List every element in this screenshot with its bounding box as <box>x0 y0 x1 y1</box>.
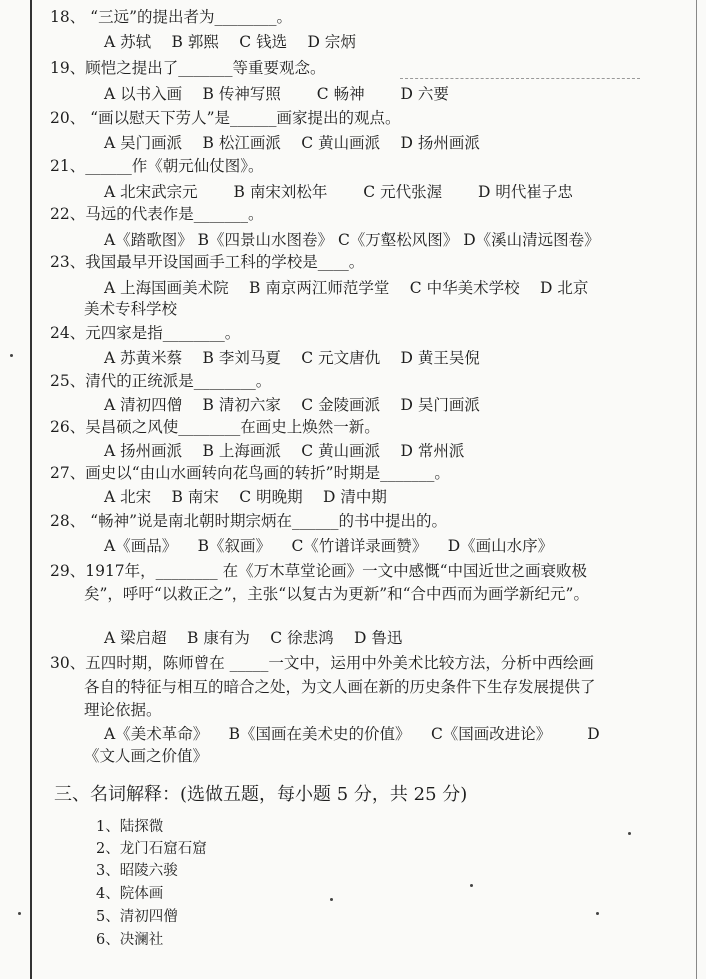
question-27-options: A 北宋 B 南宋 C 明晚期 D 清中期 <box>104 488 387 506</box>
question-23-options: A 上海国画美术院 B 南京两江师范学堂 C 中华美术学校 D 北京 <box>104 279 589 297</box>
question-18-stem: 18、 “三远”的提出者为________。 <box>50 8 292 26</box>
question-21-stem: 21、______作《朝元仙仗图》。 <box>50 157 264 175</box>
question-26-stem: 26、吴昌硕之风使________在画史上焕然一新。 <box>50 418 380 436</box>
question-30-options: A《美术革命》 B《国画在美术史的价值》 C《国画改进论》 D <box>104 725 600 743</box>
scan-speck <box>330 898 333 901</box>
scan-speck <box>628 832 631 835</box>
term-2: 2、龙门石窟石窟 <box>96 841 207 857</box>
term-3: 3、昭陵六骏 <box>96 863 178 879</box>
question-21-options: A 北宋武宗元 B 南宋刘松年 C 元代张渥 D 明代崔子忠 <box>104 183 573 201</box>
question-27-stem: 27、画史以“由山水画转向花鸟画的转折”时期是_______。 <box>50 464 450 482</box>
scan-speck <box>470 884 473 887</box>
right-margin-line <box>696 0 697 979</box>
question-22-stem: 22、马远的代表作是_______。 <box>50 205 264 223</box>
question-24-options: A 苏黄米蔡 B 李刘马夏 C 元文唐仇 D 黄王吴倪 <box>104 349 480 367</box>
question-30-stem-cont1: 各自的特征与相互的暗合之处，为文人画在新的历史条件下生存发展提供了 <box>84 678 596 696</box>
question-24-stem: 24、元四家是指________。 <box>50 324 241 342</box>
term-1: 1、陆探微 <box>96 819 164 835</box>
question-30-options-cont: 《文人画之价值》 <box>84 747 209 765</box>
question-20-options: A 吴门画派 B 松江画派 C 黄山画派 D 扬州画派 <box>104 134 480 152</box>
question-29-stem: 29、1917年，________ 在《万木草堂论画》一文中感慨“中国近世之画衰败极 <box>50 562 588 580</box>
question-23-stem: 23、我国最早开设国画手工科的学校是____。 <box>50 253 365 271</box>
question-28-options: A《画品》 B《叙画》 C《竹谱详录画赞》 D《画山水序》 <box>104 537 554 555</box>
question-28-stem: 28、 “畅神”说是南北朝时期宗炳在______的书中提出的。 <box>50 512 447 530</box>
scan-speck <box>10 354 13 357</box>
question-29-options: A 梁启超 B 康有为 C 徐悲鸿 D 鲁迅 <box>104 629 403 647</box>
question-19-options: A 以书入画 B 传神写照 C 畅神 D 六要 <box>104 85 449 103</box>
question-30-stem: 30、五四时期，陈师曾在 _____一文中，运用中外美术比较方法，分析中西绘画 <box>50 654 594 672</box>
question-29-stem-cont: 矣”，呼吁“以救正之”，主张“以复古为更新”和“合中西而为画学新纪元”。 <box>84 585 589 603</box>
question-19-stem: 19、顾恺之提出了_______等重要观念。 <box>50 59 326 77</box>
question-30-stem-cont2: 理论依据。 <box>84 701 162 719</box>
scan-speck <box>596 912 599 915</box>
dashed-rule <box>400 78 640 79</box>
term-4: 4、院体画 <box>96 886 164 902</box>
question-26-options: A 扬州画派 B 上海画派 C 黄山画派 D 常州派 <box>104 442 465 460</box>
section-3-heading: 三、名词解释：(选做五题，每小题 5 分，共 25 分) <box>54 784 468 805</box>
question-20-stem: 20、 “画以慰天下劳人”是______画家提出的观点。 <box>50 109 401 127</box>
term-6: 6、决澜社 <box>96 932 164 948</box>
term-5: 5、清初四僧 <box>96 909 178 925</box>
question-23-options-cont: 美术专科学校 <box>84 300 178 318</box>
scan-speck <box>18 912 21 915</box>
question-22-options: A《踏歌图》 B《四景山水图卷》 C《万壑松风图》 D《溪山清远图卷》 <box>104 231 600 249</box>
question-18-options: A 苏轼 B 郭熙 C 钱选 D 宗炳 <box>104 33 356 51</box>
question-25-options: A 清初四僧 B 清初六家 C 金陵画派 D 吴门画派 <box>104 396 480 414</box>
question-25-stem: 25、清代的正统派是________。 <box>50 372 272 390</box>
left-margin-line <box>30 0 32 979</box>
